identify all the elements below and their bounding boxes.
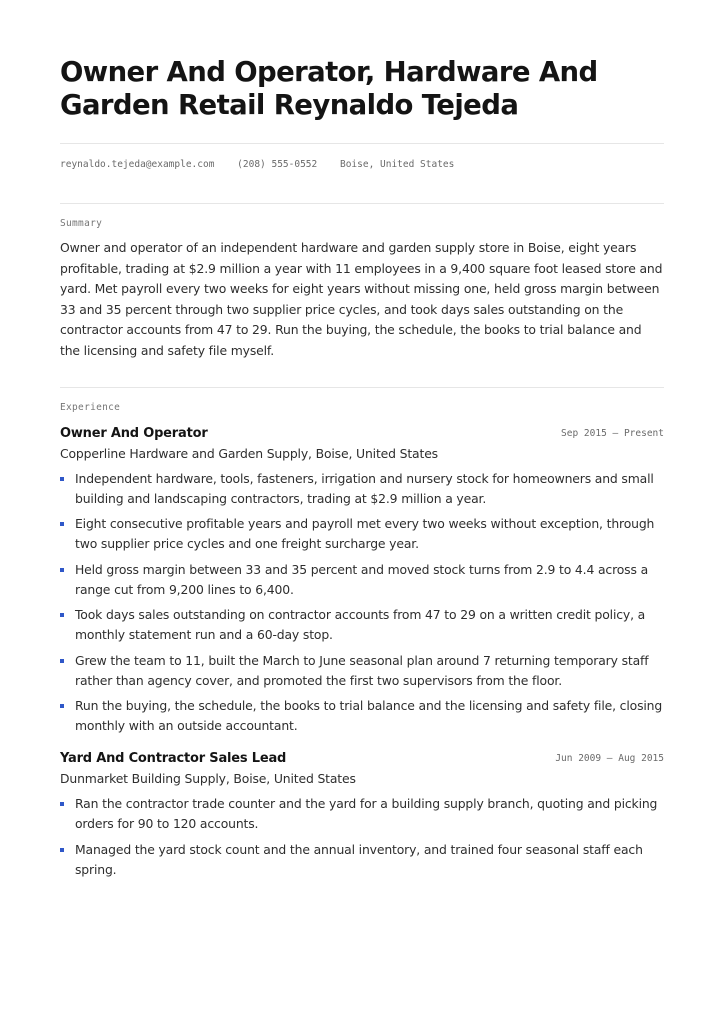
bullet-item (60, 696, 664, 736)
bullet-item (60, 560, 664, 600)
contact-email[interactable]: reynaldo.tejeda@example.com (60, 159, 215, 170)
job-entry (60, 426, 664, 737)
bullet-item (60, 840, 664, 880)
bullet-icon (60, 659, 64, 663)
bullet-icon (60, 848, 64, 852)
summary-text: Owner and operator of an independent hardware and garden supply store in Boise, eight years profitable, trading at $2.9 million a year with 11 employees in a 9,400 square foot leased store and yard. Met payroll every two weeks for eight years without missing one, held gross margin between 33 and 35 percent through two supplier price cycles, and took days sales outstanding on the contractor accounts from 47 to 29. Run the buying, the schedule, the books to trial balance and the licensing and safety file myself. (60, 240, 663, 358)
job-bullets (60, 469, 664, 737)
bullet-text: Held gross margin between 33 and 35 percent and moved stock turns from 2.9 to 4.4 across a range cut from 9,200 lines to 6,400. (75, 561, 649, 597)
bullet-icon (60, 613, 64, 617)
bullet-text: Independent hardware, tools, fasteners, irrigation and nursery stock for homeowners and small building and landscaping contractors, trading at $2.9 million a year. (75, 470, 654, 506)
bullet-text: Managed the yard stock count and the annual inventory, and trained four seasonal staff each spring. (75, 841, 643, 877)
bullet-text: Eight consecutive profitable years and payroll met every two weeks without exception, through two supplier price cycles and one freight surcharge year. (75, 516, 655, 552)
bullet-item (60, 794, 664, 834)
job-dates: Jun 2009 — Aug 2015 (555, 753, 664, 765)
job-header (60, 426, 664, 446)
bullet-text: Ran the contractor trade counter and the yard for a building supply branch, quoting and picking orders for 90 to 120 accounts. (75, 796, 658, 832)
resume-page (60, 0, 664, 885)
bullet-icon (60, 522, 64, 526)
experience-heading: Experience (60, 401, 121, 413)
resume-title: Owner And Operator, Hardware And Garden Retail Reynaldo Tejeda (60, 56, 598, 121)
bullet-item (60, 469, 664, 509)
bullet-icon (60, 802, 64, 806)
contact-phone[interactable]: (208) 555-0552 (237, 159, 318, 170)
job-company: Dunmarket Building Supply, Boise, United States (60, 771, 356, 787)
job-company: Copperline Hardware and Garden Supply, Boise, United States (60, 445, 438, 461)
contact-location: Boise, United States (339, 159, 455, 170)
divider (60, 387, 664, 388)
summary-heading: Summary (60, 218, 103, 229)
job-title: Owner And Operator (60, 425, 208, 441)
job-bullets (60, 794, 664, 880)
job-header (60, 751, 664, 771)
divider (60, 143, 664, 144)
bullet-text: Took days sales outstanding on contractor accounts from 47 to 29 on a written credit policy, a monthly statement run and a 60-day stop. (75, 607, 646, 643)
contact-line (60, 159, 664, 173)
job-title: Yard And Contractor Sales Lead (60, 751, 287, 767)
job-entry (60, 751, 664, 880)
bullet-item (60, 605, 664, 645)
bullet-text: Run the buying, the schedule, the books to trial balance and the licensing and safety file, closing monthly with an outside accountant. (75, 698, 663, 734)
bullet-icon (60, 568, 64, 572)
bullet-item (60, 514, 664, 554)
bullet-text: Grew the team to 11, built the March to June seasonal plan around 7 returning temporary staff rather than agency cover, and promoted the first two supervisors from the floor. (75, 652, 649, 688)
job-dates: Sep 2015 — Present (561, 427, 664, 439)
bullet-item (60, 651, 664, 691)
bullet-icon (60, 477, 64, 481)
bullet-icon (60, 704, 64, 708)
divider (60, 203, 664, 204)
